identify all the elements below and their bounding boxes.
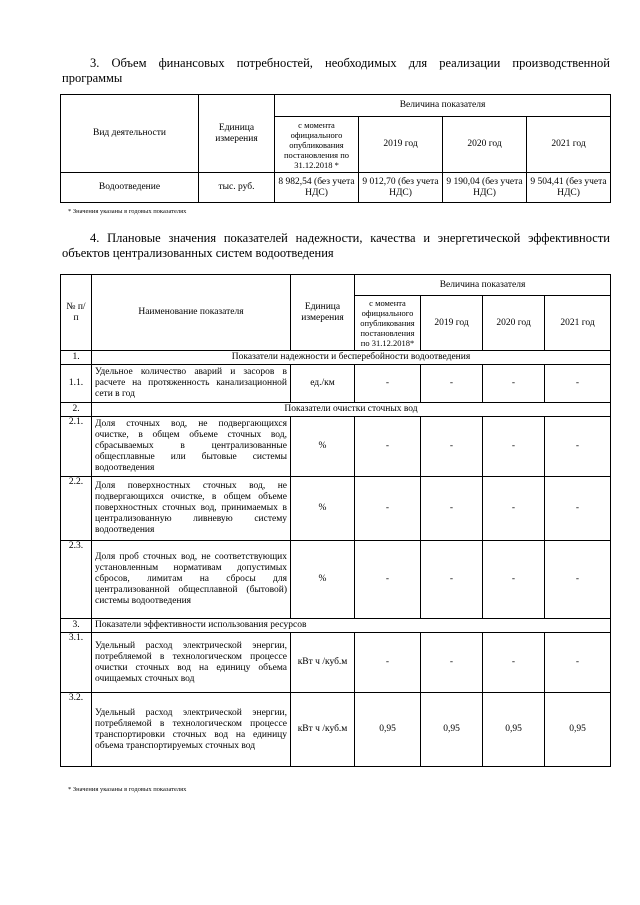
row-official: - — [355, 541, 421, 619]
row-name: Доля поверхностных сточных вод, не подвергающихся очистке, в общем объеме поверхностных сточных вод, принимаемых в централизованную ливневую систему водоотведения — [92, 477, 291, 541]
row-2020: - — [483, 477, 545, 541]
row-2021: 9 504,41 (без учета НДС) — [527, 173, 611, 203]
row-num: 3.2. — [61, 693, 92, 767]
row-2021: - — [545, 541, 611, 619]
section-4-heading: 4. Плановые значения показателей надежности, качества и энергетической эффективности объектов централизованных систем водоотведения — [62, 231, 610, 260]
row-official: - — [355, 633, 421, 693]
group-title: Показатели надежности и бесперебойности водоотведения — [92, 351, 611, 365]
reliability-indicators-table — [60, 274, 611, 767]
row-2021: - — [545, 417, 611, 477]
table-row — [61, 477, 611, 541]
col-num: № п/п — [61, 275, 92, 351]
row-name: Доля проб сточных вод, не соответствующих установленным нормативам допустимых сбросов, лимитам на сбросы для централизованной общесплавной (бытовой) системы водоотведения — [92, 541, 291, 619]
row-unit: тыс. руб. — [199, 173, 275, 203]
group-num: 3. — [61, 619, 92, 633]
row-2019: - — [421, 541, 483, 619]
table-row — [61, 633, 611, 693]
col-value-group: Величина показателя — [355, 275, 611, 296]
row-name: Удельный расход электрической энергии, потребляемой в технологическом процессе транспортировки сточных вод на единицу объема транспортируемых сточных вод — [92, 693, 291, 767]
row-2021: - — [545, 633, 611, 693]
group-row — [61, 403, 611, 417]
col-2021: 2021 год — [545, 296, 611, 351]
table-row — [61, 541, 611, 619]
col-unit: Единица измерения — [199, 95, 275, 173]
row-2019: 0,95 — [421, 693, 483, 767]
row-2020: 0,95 — [483, 693, 545, 767]
row-unit: кВт ч /куб.м — [291, 693, 355, 767]
row-unit: кВт ч /куб.м — [291, 633, 355, 693]
row-2020: - — [483, 633, 545, 693]
row-2021: 0,95 — [545, 693, 611, 767]
row-2019: - — [421, 417, 483, 477]
financial-needs-table — [60, 94, 611, 203]
col-2020: 2020 год — [483, 296, 545, 351]
table-row — [61, 173, 611, 203]
col-2021: 2021 год — [527, 117, 611, 173]
row-official: 0,95 — [355, 693, 421, 767]
row-2019: - — [421, 477, 483, 541]
col-name: Наименование показателя — [92, 275, 291, 351]
table-row — [61, 417, 611, 477]
col-activity: Вид деятельности — [61, 95, 199, 173]
section-3-heading: 3. Объем финансовых потребностей, необходимых для реализации производственной программы — [62, 56, 610, 85]
row-2019: - — [421, 633, 483, 693]
group-num: 1. — [61, 351, 92, 365]
row-official: - — [355, 365, 421, 403]
row-num: 1.1. — [61, 365, 92, 403]
row-num: 3.1. — [61, 633, 92, 693]
row-activity: Водоотведение — [61, 173, 199, 203]
row-unit: % — [291, 477, 355, 541]
row-unit: ед./км — [291, 365, 355, 403]
row-2021: - — [545, 365, 611, 403]
row-2020: - — [483, 417, 545, 477]
group-title: Показатели эффективности использования ресурсов — [92, 619, 611, 633]
row-name: Удельное количество аварий и засоров в расчете на протяженность канализационной сети в год — [92, 365, 291, 403]
row-2019: - — [421, 365, 483, 403]
row-name: Удельный расход электрической энергии, потребляемой в технологическом процессе очистки сточных вод на единицу объема очищаемых сточных вод — [92, 633, 291, 693]
row-official: - — [355, 417, 421, 477]
col-2020: 2020 год — [443, 117, 527, 173]
row-num: 2.3. — [61, 541, 92, 619]
row-official: - — [355, 477, 421, 541]
group-title: Показатели очистки сточных вод — [92, 403, 611, 417]
col-2019: 2019 год — [359, 117, 443, 173]
col-official: с момента официального опубликования постановления по 31.12.2018* — [355, 296, 421, 351]
row-2021: - — [545, 477, 611, 541]
table-row — [61, 693, 611, 767]
row-official: 8 982,54 (без учета НДС) — [275, 173, 359, 203]
row-2019: 9 012,70 (без учета НДС) — [359, 173, 443, 203]
row-2020: - — [483, 365, 545, 403]
row-num: 2.1. — [61, 417, 92, 477]
col-value-group: Величина показателя — [275, 95, 611, 117]
row-unit: % — [291, 417, 355, 477]
row-2020: 9 190,04 (без учета НДС) — [443, 173, 527, 203]
group-row — [61, 619, 611, 633]
col-unit: Единица измерения — [291, 275, 355, 351]
row-2020: - — [483, 541, 545, 619]
group-num: 2. — [61, 403, 92, 417]
table-row — [61, 365, 611, 403]
col-2019: 2019 год — [421, 296, 483, 351]
section-4-note: * Значения указаны в годовых показателях — [68, 786, 187, 793]
row-unit: % — [291, 541, 355, 619]
group-row — [61, 351, 611, 365]
row-name: Доля сточных вод, не подвергающихся очистке, в общем объеме сточных вод, сбрасываемых в централизованные общесплавные или бытовые системы водоотведения — [92, 417, 291, 477]
row-num: 2.2. — [61, 477, 92, 541]
col-official: с момента официального опубликования постановления по 31.12.2018 * — [275, 117, 359, 173]
section-3-note: * Значения указаны в годовых показателях — [68, 208, 187, 215]
